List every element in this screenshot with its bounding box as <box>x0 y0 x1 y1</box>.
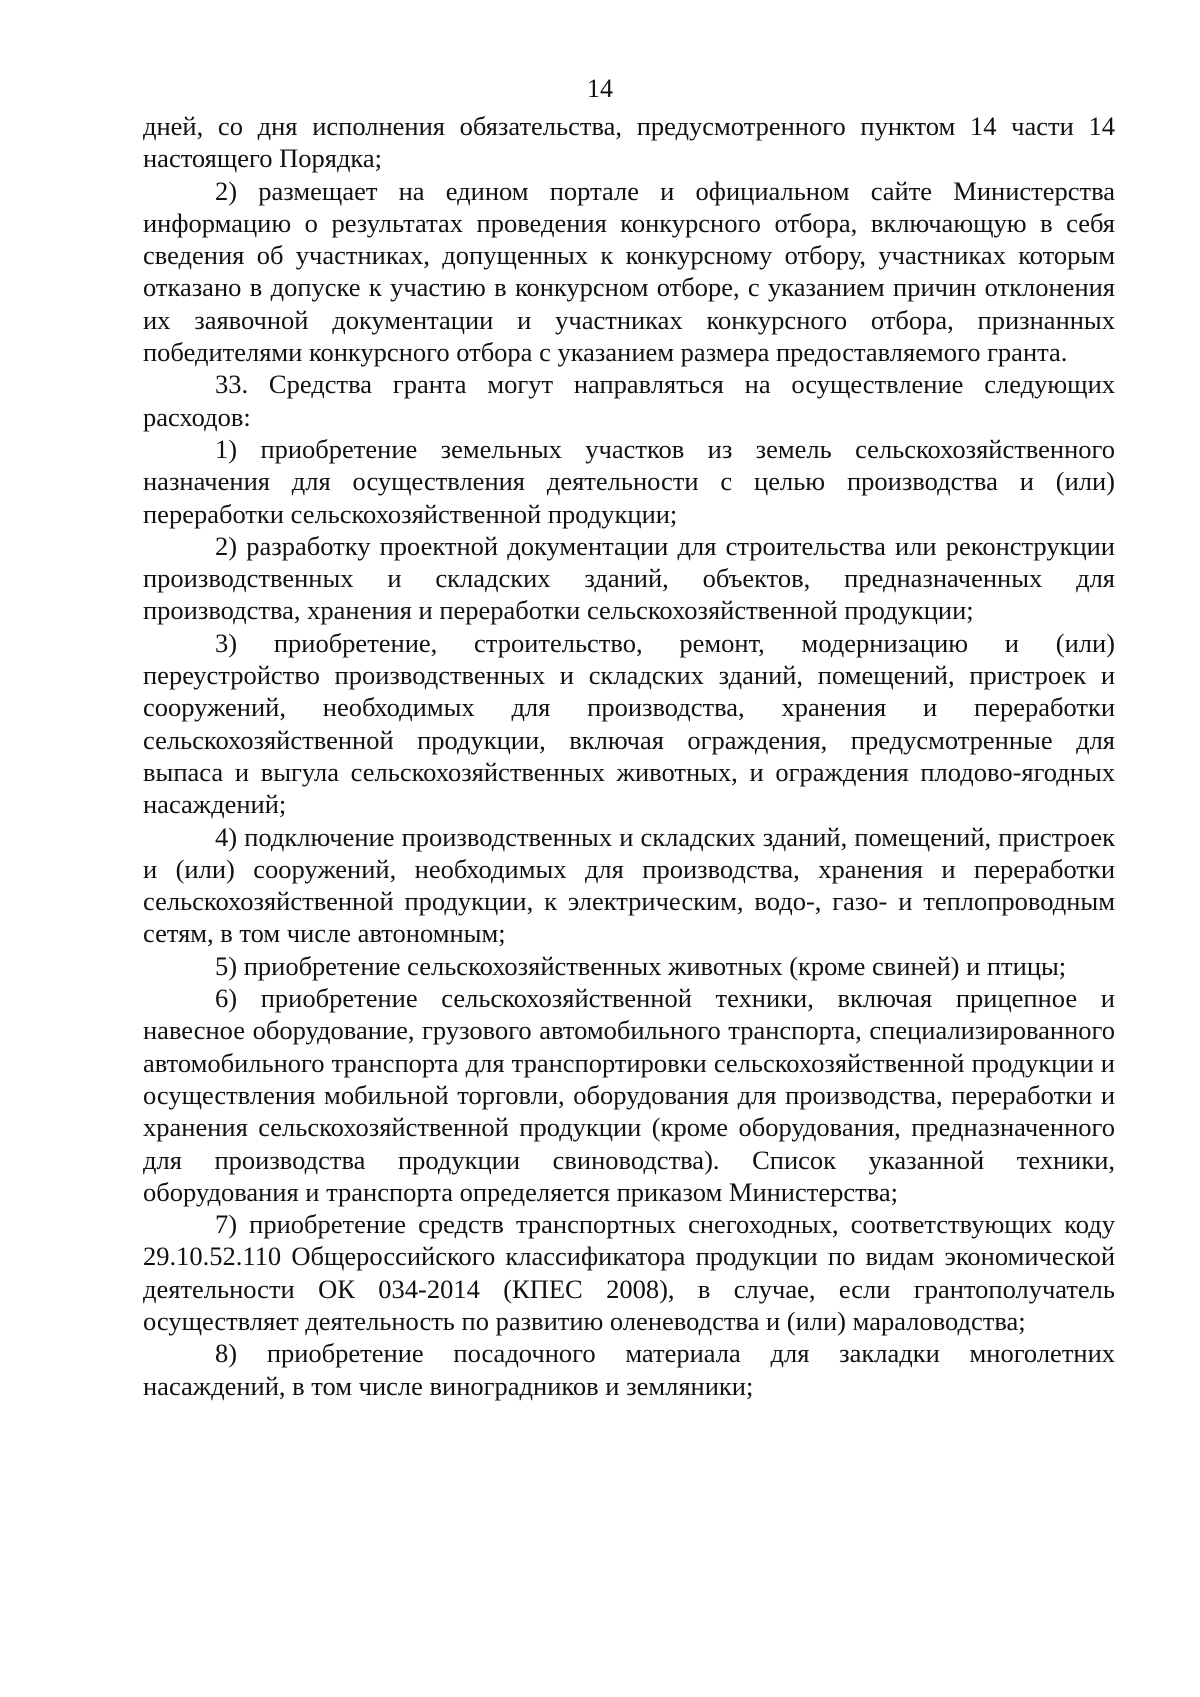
paragraph-expense-6: 6) приобретение сельскохозяйственной техники, включая прицепное и навесное оборудование, грузового автомобильного транспорта, специализированного автомобильного транспорта для транспортировки сельскохозяйственной продукции и осуществления мобильной торговли, оборудования для производства, переработки и хранения сельскохозяйственной продукции (кроме оборудования, предназначенного для производства продукции свиноводства). Список указанной техники, оборудования и транспорта определяется приказом Министерства; <box>143 983 1115 1207</box>
paragraph-expense-8: 8) приобретение посадочного материала для закладки многолетних насаждений, в том числе виноградников и земляники; <box>143 1338 1115 1401</box>
paragraph-item-2-publish-results: 2) размещает на едином портале и официальном сайте Министерства информацию о результатах проведения конкурсного отбора, включающую в себя сведения об участниках, допущенных к конкурсному отбору, участниках которым отказано в допуске к участию в конкурсном отборе, с указанием причин отклонения их заявочной документации и участниках конкурсного отбора, признанных победителями конкурсного отбора с указанием размера предоставляемого гранта. <box>143 175 1115 368</box>
page-number: 14 <box>587 74 613 103</box>
paragraph-expense-1: 1) приобретение земельных участков из земель сельскохозяйственного назначения для осуществления деятельности с целью производства и (или) переработки сельскохозяйственной продукции; <box>143 433 1115 529</box>
paragraph-section-33: 33. Средства гранта могут направляться на осуществление следующих расходов: <box>143 369 1115 432</box>
paragraph-expense-7: 7) приобретение средств транспортных снегоходных, соответствующих коду 29.10.52.110 Общероссийского классификатора продукции по видам экономической деятельности ОК 034-2014 (КПЕС 2008), в случае, если грантополучатель осуществляет деятельность по развитию оленеводства и (или) мараловодства; <box>143 1209 1115 1336</box>
paragraph-continuation: дней, со дня исполнения обязательства, предусмотренного пунктом 14 части 14 настоящего Порядка; <box>143 111 1115 174</box>
paragraph-expense-3: 3) приобретение, строительство, ремонт, модернизацию и (или) переустройство производственных и складских зданий, помещений, пристроек и сооружений, необходимых для производства, хранения и переработки сельскохозяйственной продукции, включая ограждения, предусмотренные для выпаса и выгула сельскохозяйственных животных, и ограждения плодово-ягодных насаждений; <box>143 627 1115 820</box>
paragraph-expense-4: 4) подключение производственных и складских зданий, помещений, пристроек и (или) сооружений, необходимых для производства, хранения и переработки сельскохозяйственной продукции, к электрическим, водо-, газо- и теплопроводным сетям, в том числе автономным; <box>143 821 1115 949</box>
document-body <box>143 110 1115 1402</box>
paragraph-expense-5: 5) приобретение сельскохозяйственных животных (кроме свиней) и птицы; <box>215 950 1067 981</box>
paragraph-expense-2: 2) разработку проектной документации для строительства или реконструкции производственных и складских зданий, объектов, предназначенных для производства, хранения и переработки сельскохозяйственной продукции; <box>143 530 1115 626</box>
